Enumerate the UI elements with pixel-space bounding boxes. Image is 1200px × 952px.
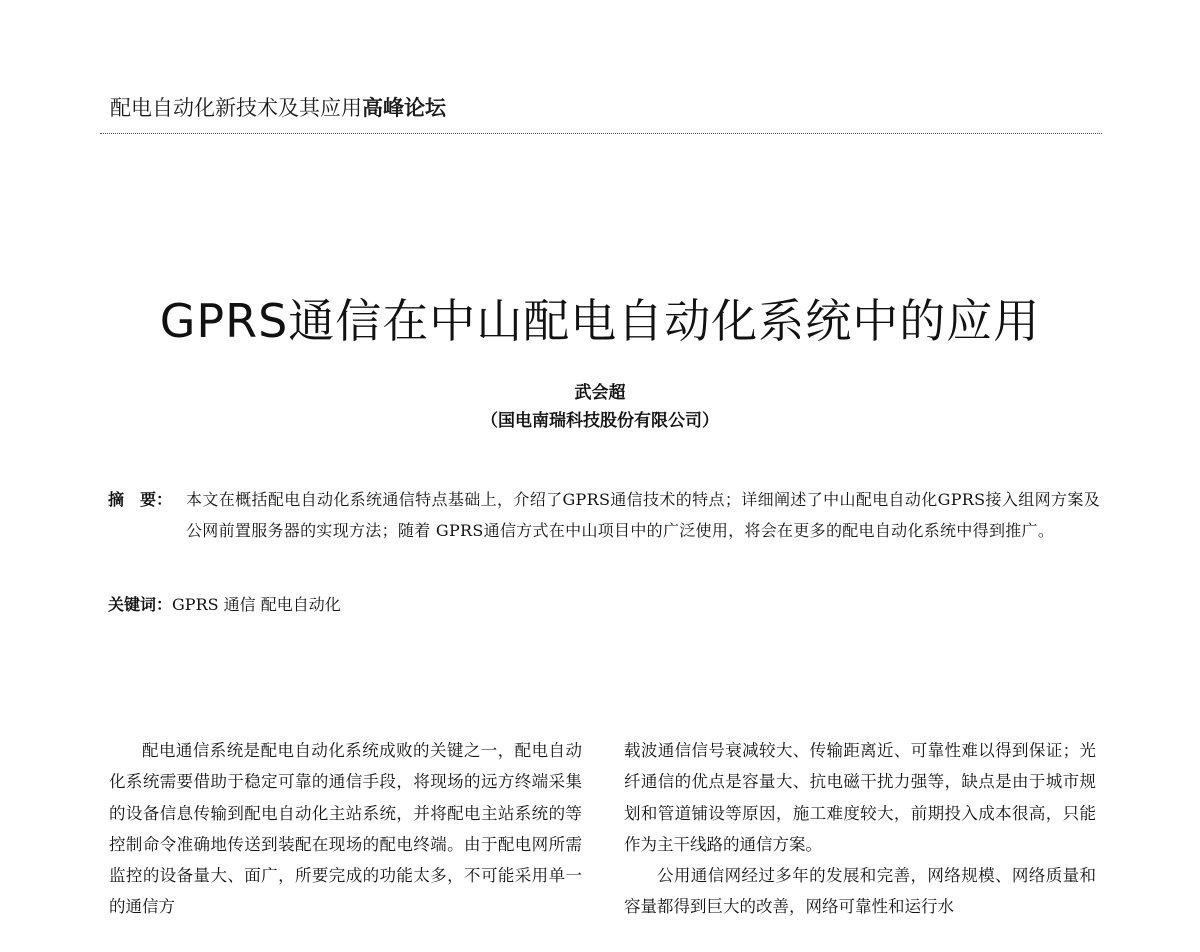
body-paragraph: 载波通信信号衰减较大、传输距离近、可靠性难以得到保证；光纤通信的优点是容量大、抗电磁干扰力强等，缺点是由于城市规划和管道铺设等原因，施工难度较大，前期投入成本很高，只能作为主干线路的通信方案。	[624, 741, 1096, 854]
body-paragraph: 配电通信系统是配电自动化系统成败的关键之一，配电自动化系统需要借助于稳定可靠的通信手段，将现场的远方终端采集的设备信息传输到配电自动化主站系统，并将配电主站系统的等控制命令准确地传送到装配在现场的配电终端。由于配电网所需监控的设备量大、面广，所要完成的功能太多，不可能采用单一的通信方	[109, 741, 582, 917]
abstract-block	[108, 484, 1100, 546]
running-header	[110, 92, 446, 122]
running-header-series: 配电自动化新技术及其应用	[110, 96, 362, 120]
body-column-right	[624, 735, 1096, 923]
abstract-label: 摘 要：	[108, 490, 173, 509]
keywords-label: 关键词：	[108, 595, 173, 614]
keywords-line	[108, 592, 341, 615]
header-divider	[100, 133, 1102, 134]
paper-title: GPRS通信在中山配电自动化系统中的应用	[159, 294, 1041, 348]
keywords-text: GPRS 通信 配电自动化	[172, 595, 341, 614]
body-paragraph: 公用通信网经过多年的发展和完善，网络规模、网络质量和容量都得到巨大的改善，网络可靠性和运行水	[624, 866, 1096, 917]
abstract-text: 本文在概括配电自动化系统通信特点基础上，介绍了GPRS通信技术的特点；详细阐述了中山配电自动化GPRS接入组网方案及公网前置服务器的实现方法；随着 GPRS通信方式在中山项目中的广泛使用，将会在更多的配电自动化系统中得到推广。	[186, 490, 1100, 540]
running-header-forum: 高峰论坛	[362, 96, 446, 120]
body-column-left	[109, 735, 582, 923]
paper-affiliation: （国电南瑞科技股份有限公司）	[481, 411, 719, 431]
paper-author: 武会超	[574, 383, 626, 403]
